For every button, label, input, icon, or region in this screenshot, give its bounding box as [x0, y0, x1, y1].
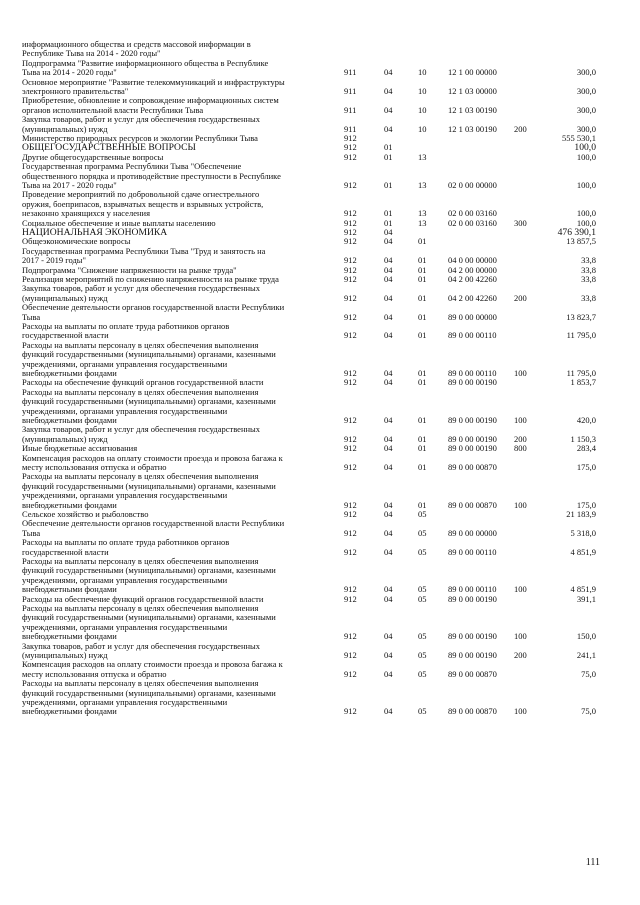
row-amount: 391,1	[576, 593, 596, 604]
row-expense-type-code: 100	[514, 706, 527, 717]
row-section-code: 04	[384, 123, 393, 134]
row-description: Расходы на выплаты персоналу в целях обеспечения выполнения функций государственными (муниципальными) органами, казенными учреждениями, органами управления государственными внебюджетными фондами	[22, 472, 276, 510]
row-description: Расходы на выплаты персоналу в целях обеспечения выполнения функций государственными (муниципальными) органами, казенными учреждениями, органами управления государственными внебюджетными фондами	[22, 604, 276, 642]
row-subsection-code: 01	[418, 414, 427, 425]
row-target-article-code: 12 1 00 00000	[448, 67, 497, 78]
row-target-article-code: 89 0 00 00190	[448, 377, 497, 388]
row-target-article-code: 89 0 00 00000	[448, 527, 497, 538]
row-section-code: 04	[384, 311, 393, 322]
table-row	[0, 472, 640, 510]
row-grbs-code: 912	[344, 255, 357, 266]
row-description: Расходы на выплаты персоналу в целях обеспечения выполнения функций государственными (муниципальными) органами, казенными учреждениями, органами управления государственными внебюджетными фондами	[22, 679, 276, 717]
row-expense-type-code: 200	[514, 292, 527, 303]
table-row	[0, 115, 640, 134]
row-description: ОБЩЕГОСУДАРСТВЕННЫЕ ВОПРОСЫ	[22, 143, 196, 153]
row-grbs-code: 912	[344, 593, 357, 604]
row-expense-type-code: 100	[514, 499, 527, 510]
row-amount: 420,0	[576, 414, 596, 425]
row-grbs-code: 912	[344, 706, 357, 717]
table-row	[0, 303, 640, 322]
row-target-article-code: 89 0 00 00190	[448, 414, 497, 425]
row-section-code: 04	[384, 377, 393, 388]
table-row	[0, 78, 640, 97]
row-subsection-code: 01	[418, 443, 427, 454]
row-subsection-code: 05	[418, 584, 427, 595]
row-subsection-code: 10	[418, 85, 427, 96]
row-description: Компенсация расходов на оплату стоимости проезда и провоза багажа к месту использования отпуска и обратно	[22, 660, 283, 679]
row-target-article-code: 89 0 00 00110	[448, 367, 497, 378]
row-section-code: 01	[384, 179, 393, 190]
row-target-article-code: 89 0 00 00870	[448, 461, 497, 472]
table-row	[0, 228, 640, 237]
row-amount: 33,8	[581, 273, 596, 284]
row-expense-type-code: 200	[514, 123, 527, 134]
row-target-article-code: 02 0 00 00000	[448, 179, 497, 190]
row-description: Общеэкономические вопросы	[22, 237, 131, 247]
table-row	[0, 557, 640, 595]
row-amount: 4 851,9	[570, 546, 596, 557]
table-row	[0, 444, 640, 453]
row-section-code: 04	[384, 67, 393, 78]
row-description: Обеспечение деятельности органов государственной власти Республики Тыва	[22, 303, 285, 322]
row-section-code: 04	[384, 527, 393, 538]
row-target-article-code: 89 0 00 00110	[448, 584, 497, 595]
table-row	[0, 454, 640, 473]
row-description: Реализация мероприятий по снижению напряженности на рынке труда	[22, 275, 279, 284]
row-grbs-code: 912	[344, 631, 357, 642]
row-description: Подпрограмма "Снижение напряженности на рынке труда"	[22, 265, 237, 275]
row-grbs-code: 912	[344, 414, 357, 425]
table-row	[0, 341, 640, 379]
row-section-code: 04	[384, 584, 393, 595]
row-section-code: 04	[384, 226, 393, 237]
row-grbs-code: 911	[344, 85, 357, 96]
row-amount: 175,0	[576, 499, 596, 510]
row-amount: 1 150,3	[570, 433, 596, 444]
table-row	[0, 190, 640, 218]
row-section-code: 04	[384, 706, 393, 717]
row-amount: 100,0	[576, 217, 596, 228]
row-subsection-code: 01	[418, 377, 427, 388]
row-subsection-code: 01	[418, 311, 427, 322]
table-row	[0, 538, 640, 557]
row-section-code: 01	[384, 208, 393, 219]
row-subsection-code: 05	[418, 508, 427, 519]
row-section-code: 04	[384, 546, 393, 557]
row-expense-type-code: 100	[514, 631, 527, 642]
row-expense-type-code: 200	[514, 649, 527, 660]
row-grbs-code: 912	[344, 208, 357, 219]
table-row	[0, 519, 640, 538]
row-target-article-code: 89 0 00 00870	[448, 499, 497, 510]
table-row	[0, 388, 640, 426]
row-target-article-code: 02 0 00 03160	[448, 208, 497, 219]
row-subsection-code: 01	[418, 236, 427, 247]
row-amount: 555 530,1	[562, 132, 596, 143]
row-grbs-code: 911	[344, 123, 357, 134]
row-amount: 100,0	[576, 151, 596, 162]
row-subsection-code: 13	[418, 217, 427, 228]
row-target-article-code: 89 0 00 00870	[448, 668, 497, 679]
row-subsection-code: 13	[418, 179, 427, 190]
row-description: Министерство природных ресурсов и экологии Республики Тыва	[22, 134, 258, 143]
row-grbs-code: 912	[344, 330, 357, 341]
row-amount: 33,8	[581, 255, 596, 266]
row-amount: 300,0	[576, 123, 596, 134]
row-amount: 476 390,1	[557, 226, 596, 238]
row-expense-type-code: 300	[514, 217, 527, 228]
table-row	[0, 59, 640, 78]
row-target-article-code: 02 0 00 03160	[448, 217, 497, 228]
table-row	[0, 284, 640, 303]
row-subsection-code: 13	[418, 151, 427, 162]
row-subsection-code: 05	[418, 527, 427, 538]
row-section-code: 04	[384, 104, 393, 115]
row-amount: 100,0	[576, 179, 596, 190]
row-description: Приобретение, обновление и сопровождение информационных систем органов исполнительной власти Республики Тыва	[22, 96, 279, 115]
table-row	[0, 660, 640, 679]
row-description: НАЦИОНАЛЬНАЯ ЭКОНОМИКА	[22, 228, 168, 238]
row-section-code: 01	[384, 217, 393, 228]
row-description: Проведение мероприятий по добровольной сдаче огнестрельного оружия, боеприпасов, взрывчатых веществ и взрывных устройств, незаконно хранящихся у населения	[22, 190, 264, 219]
row-amount: 33,8	[581, 264, 596, 275]
row-grbs-code: 912	[344, 668, 357, 679]
row-section-code: 04	[384, 273, 393, 284]
row-description: Закупка товаров, работ и услуг для обеспечения государственных (муниципальных) нужд	[22, 115, 261, 134]
row-amount: 11 795,0	[566, 367, 596, 378]
row-target-article-code: 89 0 00 00190	[448, 433, 497, 444]
row-grbs-code: 911	[344, 104, 357, 115]
row-section-code: 04	[384, 236, 393, 247]
row-amount: 11 795,0	[566, 330, 596, 341]
row-target-article-code: 89 0 00 00110	[448, 330, 497, 341]
row-subsection-code: 01	[418, 264, 427, 275]
row-subsection-code: 01	[418, 330, 427, 341]
table-row	[0, 378, 640, 387]
table-row	[0, 510, 640, 519]
row-section-code: 04	[384, 508, 393, 519]
row-grbs-code: 912	[344, 236, 357, 247]
row-subsection-code: 01	[418, 499, 427, 510]
row-grbs-code: 912	[344, 226, 357, 237]
row-target-article-code: 04 0 00 00000	[448, 255, 497, 266]
table-row	[0, 96, 640, 115]
table-row	[0, 40, 640, 59]
row-description: Основное мероприятие "Развитие телекоммуникаций и инфраструктуры электронного правительства"	[22, 77, 285, 96]
row-section-code: 04	[384, 668, 393, 679]
row-description: Компенсация расходов на оплату стоимости проезда и провоза багажа к месту использования отпуска и обратно	[22, 453, 283, 472]
row-grbs-code: 912	[344, 273, 357, 284]
row-subsection-code: 10	[418, 67, 427, 78]
row-description: Расходы на выплаты персоналу в целях обеспечения выполнения функций государственными (муниципальными) органами, казенными учреждениями, органами управления государственными внебюджетными фондами	[22, 340, 276, 379]
row-description: Закупка товаров, работ и услуг для обеспечения государственных (муниципальных) нужд	[22, 284, 261, 303]
row-target-article-code: 89 0 00 00190	[448, 443, 497, 454]
row-grbs-code: 912	[344, 461, 357, 472]
row-grbs-code: 912	[344, 499, 357, 510]
table-row	[0, 266, 640, 275]
row-amount: 150,0	[576, 631, 596, 642]
row-subsection-code: 01	[418, 292, 427, 303]
row-subsection-code: 05	[418, 668, 427, 679]
row-description: Расходы на выплаты персоналу в целях обеспечения выполнения функций государственными (муниципальными) органами, казенными учреждениями, органами управления государственными внебюджетными фондами	[22, 557, 276, 595]
row-section-code: 04	[384, 85, 393, 96]
row-grbs-code: 912	[344, 292, 357, 303]
row-amount: 13 823,7	[566, 311, 596, 322]
row-amount: 5 318,0	[570, 527, 596, 538]
row-section-code: 04	[384, 593, 393, 604]
row-grbs-code: 912	[344, 367, 357, 378]
row-grbs-code: 912	[344, 132, 357, 143]
row-subsection-code: 01	[418, 461, 427, 472]
row-target-article-code: 04 2 00 00000	[448, 264, 497, 275]
row-grbs-code: 912	[344, 377, 357, 388]
table-row	[0, 275, 640, 284]
row-grbs-code: 912	[344, 151, 357, 162]
row-target-article-code: 12 1 03 00190	[448, 123, 497, 134]
row-target-article-code: 12 1 03 00000	[448, 85, 497, 96]
row-amount: 13 857,5	[566, 236, 596, 247]
row-section-code: 01	[384, 151, 393, 162]
row-section-code: 04	[384, 292, 393, 303]
row-section-code: 04	[384, 631, 393, 642]
row-description: Подпрограмма "Развитие информационного общества в Республике Тыва на 2014 - 2020 годы"	[22, 58, 269, 78]
row-expense-type-code: 200	[514, 433, 527, 444]
row-description: Расходы на выплаты по оплате труда работников органов государственной власти	[22, 538, 230, 557]
row-expense-type-code: 800	[514, 443, 527, 454]
row-subsection-code: 05	[418, 631, 427, 642]
row-grbs-code: 912	[344, 584, 357, 595]
row-section-code: 04	[384, 414, 393, 425]
row-target-article-code: 12 1 03 00190	[448, 104, 497, 115]
row-target-article-code: 89 0 00 00870	[448, 706, 497, 717]
row-grbs-code: 912	[344, 142, 357, 153]
row-description: информационного общества и средств массовой информации в Республике Тыва на 2014 - 2020 годы"	[22, 40, 251, 59]
row-description: Расходы на выплаты по оплате труда работников органов государственной власти	[22, 322, 230, 341]
table-row	[0, 247, 640, 266]
row-expense-type-code: 100	[514, 584, 527, 595]
row-amount: 283,4	[576, 443, 596, 454]
row-description: Государственная программа Республики Тыва "Труд и занятость на 2017 - 2019 годы"	[22, 246, 266, 266]
row-section-code: 04	[384, 433, 393, 444]
row-grbs-code: 912	[344, 508, 357, 519]
row-subsection-code: 01	[418, 433, 427, 444]
row-section-code: 04	[384, 461, 393, 472]
row-grbs-code: 912	[344, 546, 357, 557]
row-subsection-code: 05	[418, 593, 427, 604]
row-target-article-code: 04 2 00 42260	[448, 273, 497, 284]
row-description: Государственная программа Республики Тыва "Обеспечение общественного порядка и противодействие преступности в Республике Тыва на 2017 - 2020 годы"	[22, 162, 281, 190]
row-description: Сельское хозяйство и рыболовство	[22, 510, 149, 519]
row-amount: 33,8	[581, 292, 596, 303]
row-section-code: 01	[384, 142, 393, 153]
row-amount: 100,0	[576, 208, 596, 219]
row-description: Социальное обеспечение и иные выплаты населению	[22, 218, 216, 228]
row-target-article-code: 89 0 00 00000	[448, 311, 497, 322]
row-section-code: 04	[384, 499, 393, 510]
row-grbs-code: 912	[344, 443, 357, 454]
table-row	[0, 679, 640, 717]
row-description: Иные бюджетные ассигнования	[22, 444, 138, 454]
row-grbs-code: 911	[344, 67, 357, 78]
row-grbs-code: 912	[344, 264, 357, 275]
table-row	[0, 595, 640, 604]
table-row	[0, 134, 640, 143]
row-subsection-code: 05	[418, 546, 427, 557]
row-amount: 4 851,9	[570, 584, 596, 595]
row-amount: 75,0	[581, 706, 596, 717]
row-amount: 75,0	[581, 668, 596, 679]
table-row	[0, 237, 640, 246]
table-row	[0, 153, 640, 162]
row-subsection-code: 01	[418, 255, 427, 266]
row-grbs-code: 912	[344, 311, 357, 322]
row-description: Обеспечение деятельности органов государственной власти Республики Тыва	[22, 519, 285, 538]
row-grbs-code: 912	[344, 217, 357, 228]
row-section-code: 04	[384, 443, 393, 454]
row-section-code: 04	[384, 264, 393, 275]
row-grbs-code: 912	[344, 527, 357, 538]
row-amount: 21 183,9	[566, 508, 596, 519]
table-row	[0, 162, 640, 190]
row-description: Расходы на обеспечение функций органов государственной власти	[22, 594, 264, 604]
row-grbs-code: 912	[344, 433, 357, 444]
row-section-code: 04	[384, 255, 393, 266]
row-subsection-code: 13	[418, 208, 427, 219]
row-description: Расходы на выплаты персоналу в целях обеспечения выполнения функций государственными (муниципальными) органами, казенными учреждениями, органами управления государственными внебюджетными фондами	[22, 387, 276, 426]
row-target-article-code: 89 0 00 00190	[448, 593, 497, 604]
row-subsection-code: 01	[418, 367, 427, 378]
row-expense-type-code: 100	[514, 414, 527, 425]
row-section-code: 04	[384, 367, 393, 378]
row-target-article-code: 04 2 00 42260	[448, 292, 497, 303]
row-amount: 300,0	[576, 104, 596, 115]
row-amount: 300,0	[576, 67, 596, 78]
table-row	[0, 143, 640, 152]
row-section-code: 04	[384, 330, 393, 341]
table-row	[0, 425, 640, 444]
row-amount: 1 853,7	[570, 377, 596, 388]
row-amount: 100,0	[574, 142, 596, 154]
row-target-article-code: 89 0 00 00190	[448, 631, 497, 642]
row-subsection-code: 05	[418, 649, 427, 660]
row-target-article-code: 89 0 00 00110	[448, 546, 497, 557]
row-subsection-code: 05	[418, 706, 427, 717]
row-target-article-code: 89 0 00 00190	[448, 649, 497, 660]
row-expense-type-code: 100	[514, 367, 527, 378]
page-number: 111	[585, 857, 600, 868]
row-amount: 175,0	[576, 461, 596, 472]
row-description: Закупка товаров, работ и услуг для обеспечения государственных (муниципальных) нужд	[22, 641, 261, 660]
table-row	[0, 642, 640, 661]
row-description: Другие общегосударственные вопросы	[22, 152, 164, 162]
row-grbs-code: 912	[344, 179, 357, 190]
row-subsection-code: 10	[418, 104, 427, 115]
row-grbs-code: 912	[344, 649, 357, 660]
row-amount: 241,1	[576, 649, 596, 660]
row-description: Расходы на обеспечение функций органов государственной власти	[22, 378, 264, 388]
table-row	[0, 604, 640, 642]
row-subsection-code: 01	[418, 273, 427, 284]
row-description: Закупка товаров, работ и услуг для обеспечения государственных (муниципальных) нужд	[22, 425, 261, 444]
row-section-code: 04	[384, 649, 393, 660]
row-subsection-code: 10	[418, 123, 427, 134]
row-amount: 300,0	[576, 85, 596, 96]
table-row	[0, 219, 640, 228]
table-row	[0, 322, 640, 341]
